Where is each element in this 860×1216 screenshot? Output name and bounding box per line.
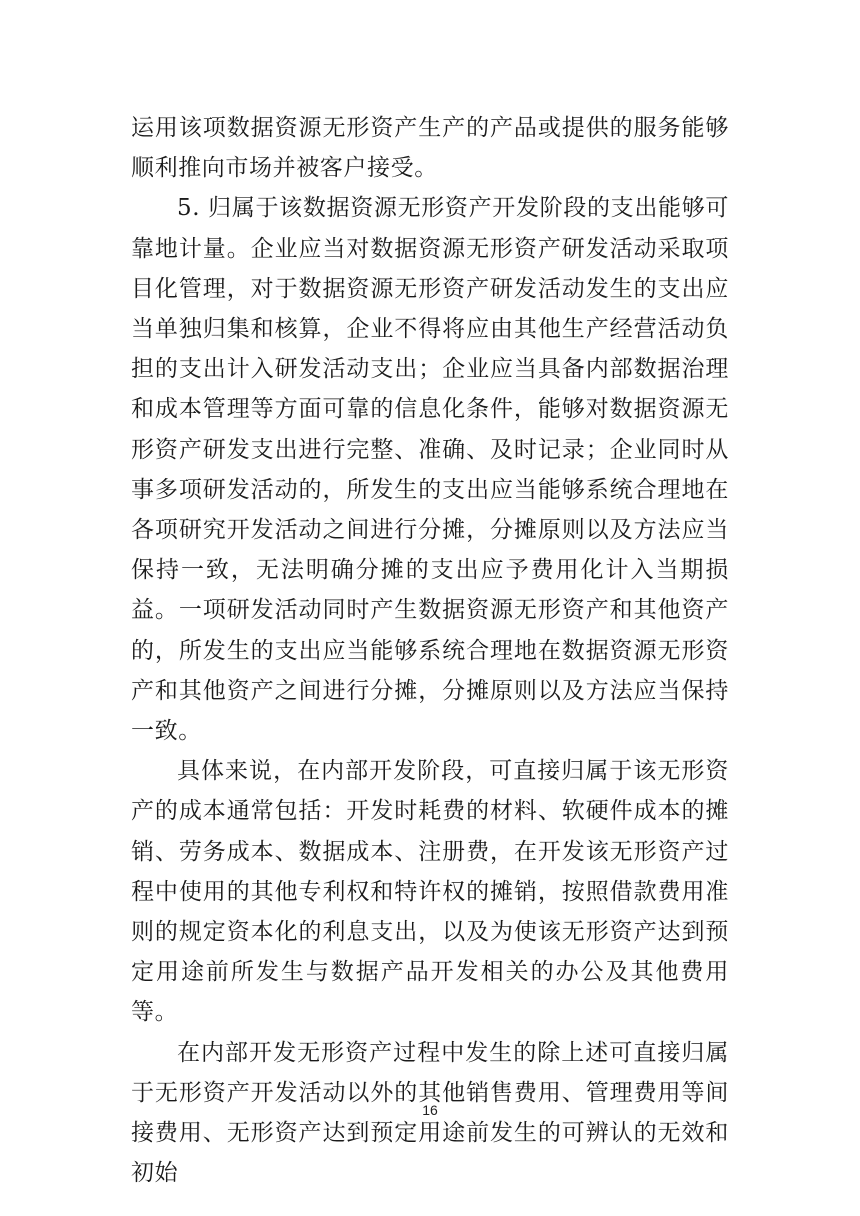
paragraph-specifics: 具体来说，在内部开发阶段，可直接归属于该无形资产的成本通常包括：开发时耗费的材料、软硬件成本的摊销、劳务成本、数据成本、注册费，在开发该无形资产过程中使用的其他专利权和特许权的摊销，按照借款费用准则的规定资本化的利息支出，以及为使该无形资产达到预定用途前所发生与数据产品开发相关的办公及其他费用等。 (131, 758, 729, 1026)
paragraph-item-5: 5. 归属于该数据资源无形资产开发阶段的支出能够可靠地计量。企业应当对数据资源无形资产研发活动采取项目化管理，对于数据资源无形资产研发活动发生的支出应当单独归集和核算，企业不得将应由其他生产经营活动负担的支出计入研发活动支出；企业应当具备内部数据治理和成本管理等方面可靠的信息化条件，能够对数据资源无形资产研发支出进行完整、准确、及时记录；企业同时从事多项研发活动的，所发生的支出应当能够系统合理地在各项研究开发活动之间进行分摊，分摊原则以及方法应当保持一致，无法明确分摊的支出应予费用化计入当期损益。一项研发活动同时产生数据资源无形资产和其他资产的，所发生的支出应当能够系统合理地在数据资源无形资产和其他资产之间进行分摊，分摊原则以及方法应当保持一致。 (131, 195, 729, 745)
paragraph-indirect-costs: 在内部开发无形资产过程中发生的除上述可直接归属于无形资产开发活动以外的其他销售费用、管理费用等间接费用、无形资产达到预定用途前发生的可辨认的无效和初始 (131, 1039, 729, 1187)
document-body (131, 108, 729, 1193)
paragraph-continuation: 运用该项数据资源无形资产生产的产品或提供的服务能够顺利推向市场并被客户接受。 (131, 115, 729, 182)
page-number: 16 (422, 1102, 438, 1118)
